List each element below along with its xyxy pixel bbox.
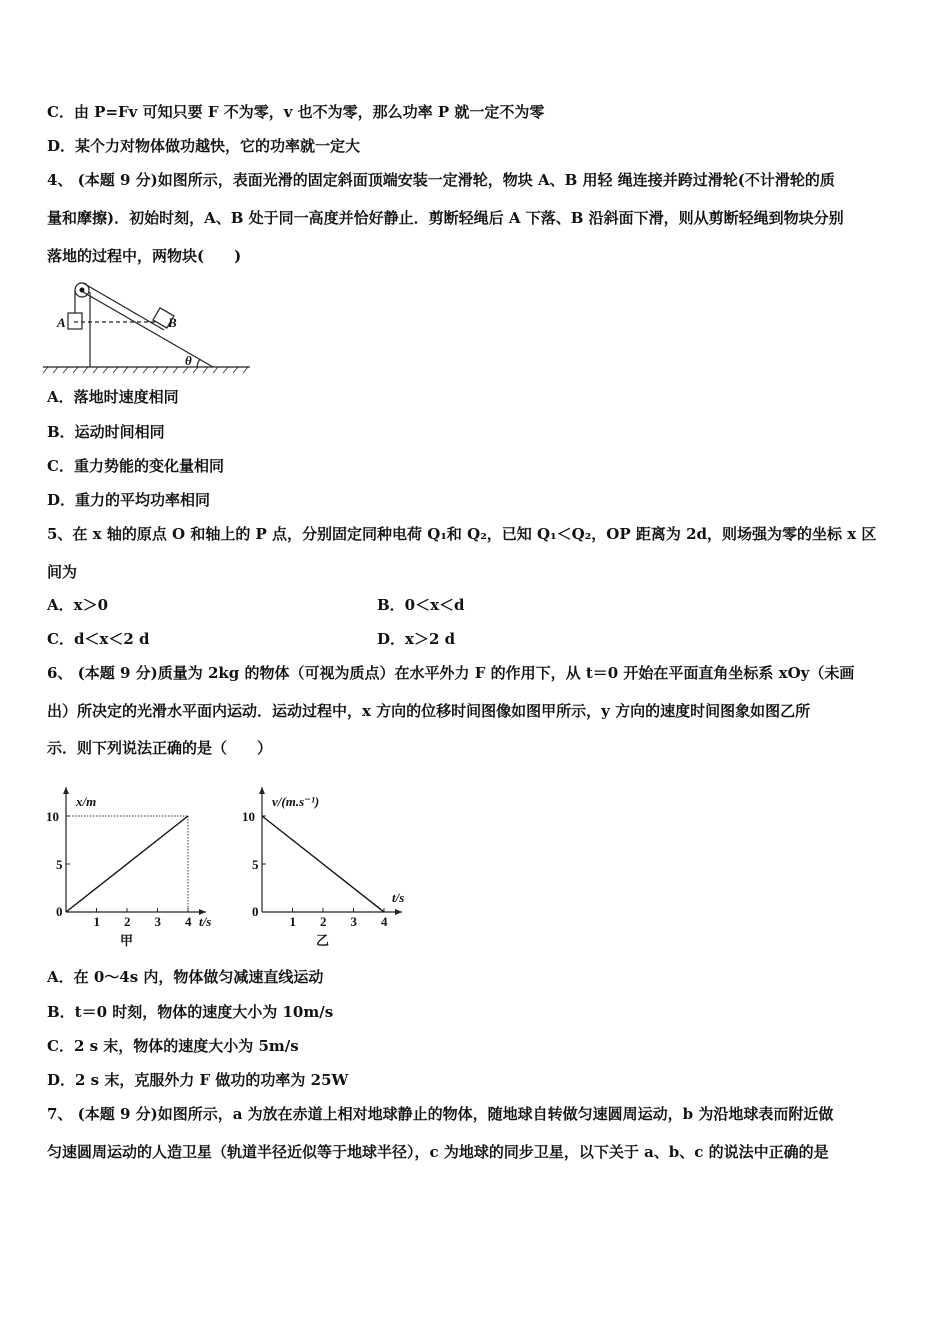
y-tick-label: 10 <box>46 809 59 824</box>
q4-option-c: C．重力势能的变化量相同 <box>47 457 224 475</box>
x-axis-label: t/s <box>392 890 405 905</box>
q6-option-a: A．在 0～4s 内，物体做匀减速直线运动 <box>47 968 324 986</box>
q4-stem-line: 4、 (本题 9 分)如图所示，表面光滑的固定斜面顶端安装一定滑轮，物块 A、B 用轻 绳连接并跨过滑轮(不计滑轮的质 <box>47 171 835 189</box>
y-axis-arrow <box>63 787 69 794</box>
x-tick-label: 4 <box>185 914 192 929</box>
chart-title: 乙 <box>316 933 330 948</box>
q6-stem-line: 6、 (本题 9 分)质量为 2kg 的物体（可视为质点）在水平外力 F 的作用下，从 t＝0 开始在平面直角坐标系 xOy（未画 <box>47 664 855 682</box>
q3-option-c: C．由 P=Fv 可知只要 F 不为零，v 也不为零，那么功率 P 就一定不为零 <box>47 103 545 121</box>
q7-stem-line: 7、 (本题 9 分)如图所示，a 为放在赤道上相对地球静止的物体，随地球自转做匀速圆周运动，b 为沿地球表而附近做 <box>47 1105 834 1123</box>
q6-stem-line: 示．则下列说法正确的是（ ） <box>47 739 273 757</box>
y-tick-label: 5 <box>56 857 63 872</box>
q5-stem-line: 间为 <box>47 563 78 581</box>
origin-label: 0 <box>252 904 259 919</box>
x-tick-label: 1 <box>289 914 296 929</box>
x-tick-label: 2 <box>320 914 327 929</box>
block-b-label: B <box>168 315 177 330</box>
q5-option-a: A．x＞0 <box>47 596 109 614</box>
y-tick-label: 5 <box>252 857 259 872</box>
q5-option-d: D．x＞2 d <box>377 630 456 648</box>
data-line <box>66 816 188 912</box>
q4-stem-line: 量和摩擦)．初始时刻，A、B 处于同一高度并恰好静止．剪断轻绳后 A 下落、B 沿斜面下滑，则从剪断轻绳到物块分别 <box>47 209 844 227</box>
q4-option-d: D．重力的平均功率相同 <box>47 491 211 509</box>
q3-option-d: D．某个力对物体做功越快，它的功率就一定大 <box>47 137 361 155</box>
angle-theta-label: θ <box>185 353 192 368</box>
motion-graphs <box>40 775 420 955</box>
y-axis-label: v/(m.s⁻¹) <box>272 794 320 809</box>
y-axis-arrow <box>259 787 265 794</box>
q5-stem-line: 5、在 x 轴的原点 O 和轴上的 P 点，分别固定同种电荷 Q₁和 Q₂，已知 Q₁＜Q₂，OP 距离为 2d，则场强为零的坐标 x 区 <box>47 525 877 543</box>
y-tick-label: 10 <box>242 809 255 824</box>
data-line <box>262 816 384 912</box>
q5-option-b: B．0＜x＜d <box>377 596 465 614</box>
x-axis-arrow <box>395 909 402 915</box>
x-tick-label: 1 <box>93 914 100 929</box>
block-a-label: A <box>57 315 66 330</box>
q4-option-b: B．运动时间相同 <box>47 423 165 441</box>
q5-option-c: C．d＜x＜2 d <box>47 630 150 648</box>
q6-option-d: D．2 s 末，克服外力 F 做功的功率为 25W <box>47 1071 349 1089</box>
x-tick-label: 3 <box>350 914 357 929</box>
x-axis-label: t/s <box>199 914 212 929</box>
y-axis-label: x/m <box>76 794 97 809</box>
origin-label: 0 <box>56 904 63 919</box>
x-tick-label: 3 <box>154 914 161 929</box>
q4-stem-line: 落地的过程中，两物块( ) <box>47 247 242 265</box>
q6-stem-line: 出）所决定的光滑水平面内运动．运动过程中，x 方向的位移时间图像如图甲所示，y 方向的速度时间图象如图乙所 <box>47 702 811 720</box>
q7-stem-line: 匀速圆周运动的人造卫星（轨道半径近似等于地球半径），c 为地球的同步卫星，以下关于 a、b、c 的说法中正确的是 <box>47 1143 829 1161</box>
x-tick-label: 4 <box>381 914 388 929</box>
chart-title: 甲 <box>120 933 134 948</box>
x-tick-label: 2 <box>124 914 131 929</box>
q4-option-a: A．落地时速度相同 <box>47 388 179 406</box>
incline-pulley-figure <box>40 270 270 380</box>
q6-option-c: C．2 s 末，物体的速度大小为 5m/s <box>47 1037 299 1055</box>
q6-option-b: B．t＝0 时刻，物体的速度大小为 10m/s <box>47 1003 334 1021</box>
